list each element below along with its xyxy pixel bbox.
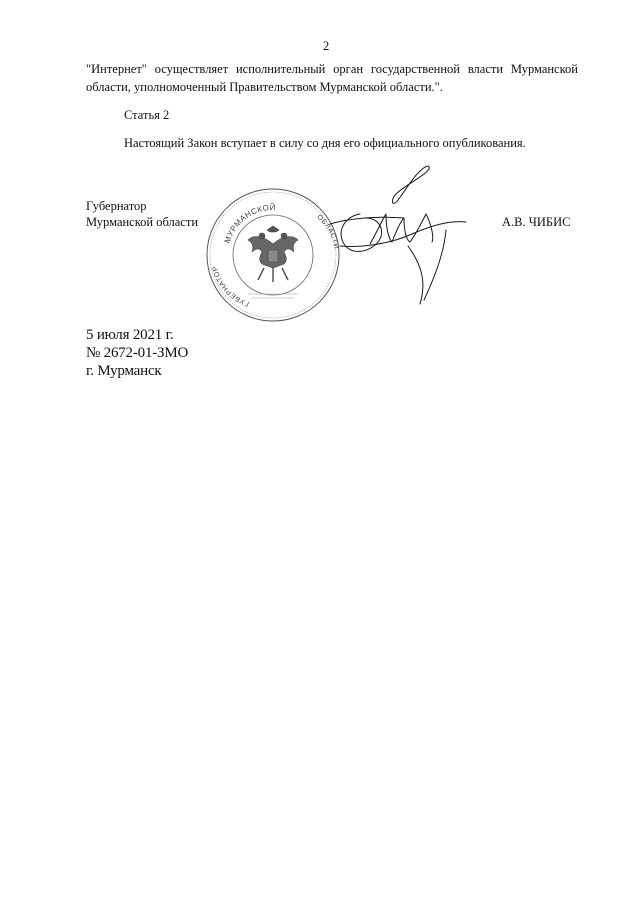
seal-text-right: ОБЛАСТИ (315, 213, 340, 250)
signature (300, 160, 480, 308)
article-heading: Статья 2 (124, 108, 170, 122)
paragraph-entry-into-force: Настоящий Закон вступает в силу со дня его официального опубликования. (124, 136, 526, 150)
eagle-emblem-icon (248, 226, 298, 282)
paragraph-continuation: "Интернет" осуществляет исполнительный орган государственной власти Мурманской области, уполномоченный Правительством Мурманской области.". (86, 62, 578, 94)
page-number: 2 (323, 39, 330, 53)
seal-text-top: МУРМАНСКОЙ (222, 202, 276, 245)
svg-text:ГУБЕРНАТОР (212, 265, 251, 307)
seal-text-left: ГУБЕРНАТОР (211, 264, 251, 308)
document-city: г. Мурманск (86, 363, 162, 379)
svg-text:МУРМАНСКОЙ (223, 203, 276, 244)
signatory-title-line2: Мурманской области (86, 215, 199, 229)
signatory-title-line1: Губернатор (86, 199, 147, 213)
document-date: 5 июля 2021 г. (86, 327, 174, 343)
document-number: № 2672-01-ЗМО (86, 345, 189, 361)
signatory-name: А.В. ЧИБИС (502, 215, 571, 229)
